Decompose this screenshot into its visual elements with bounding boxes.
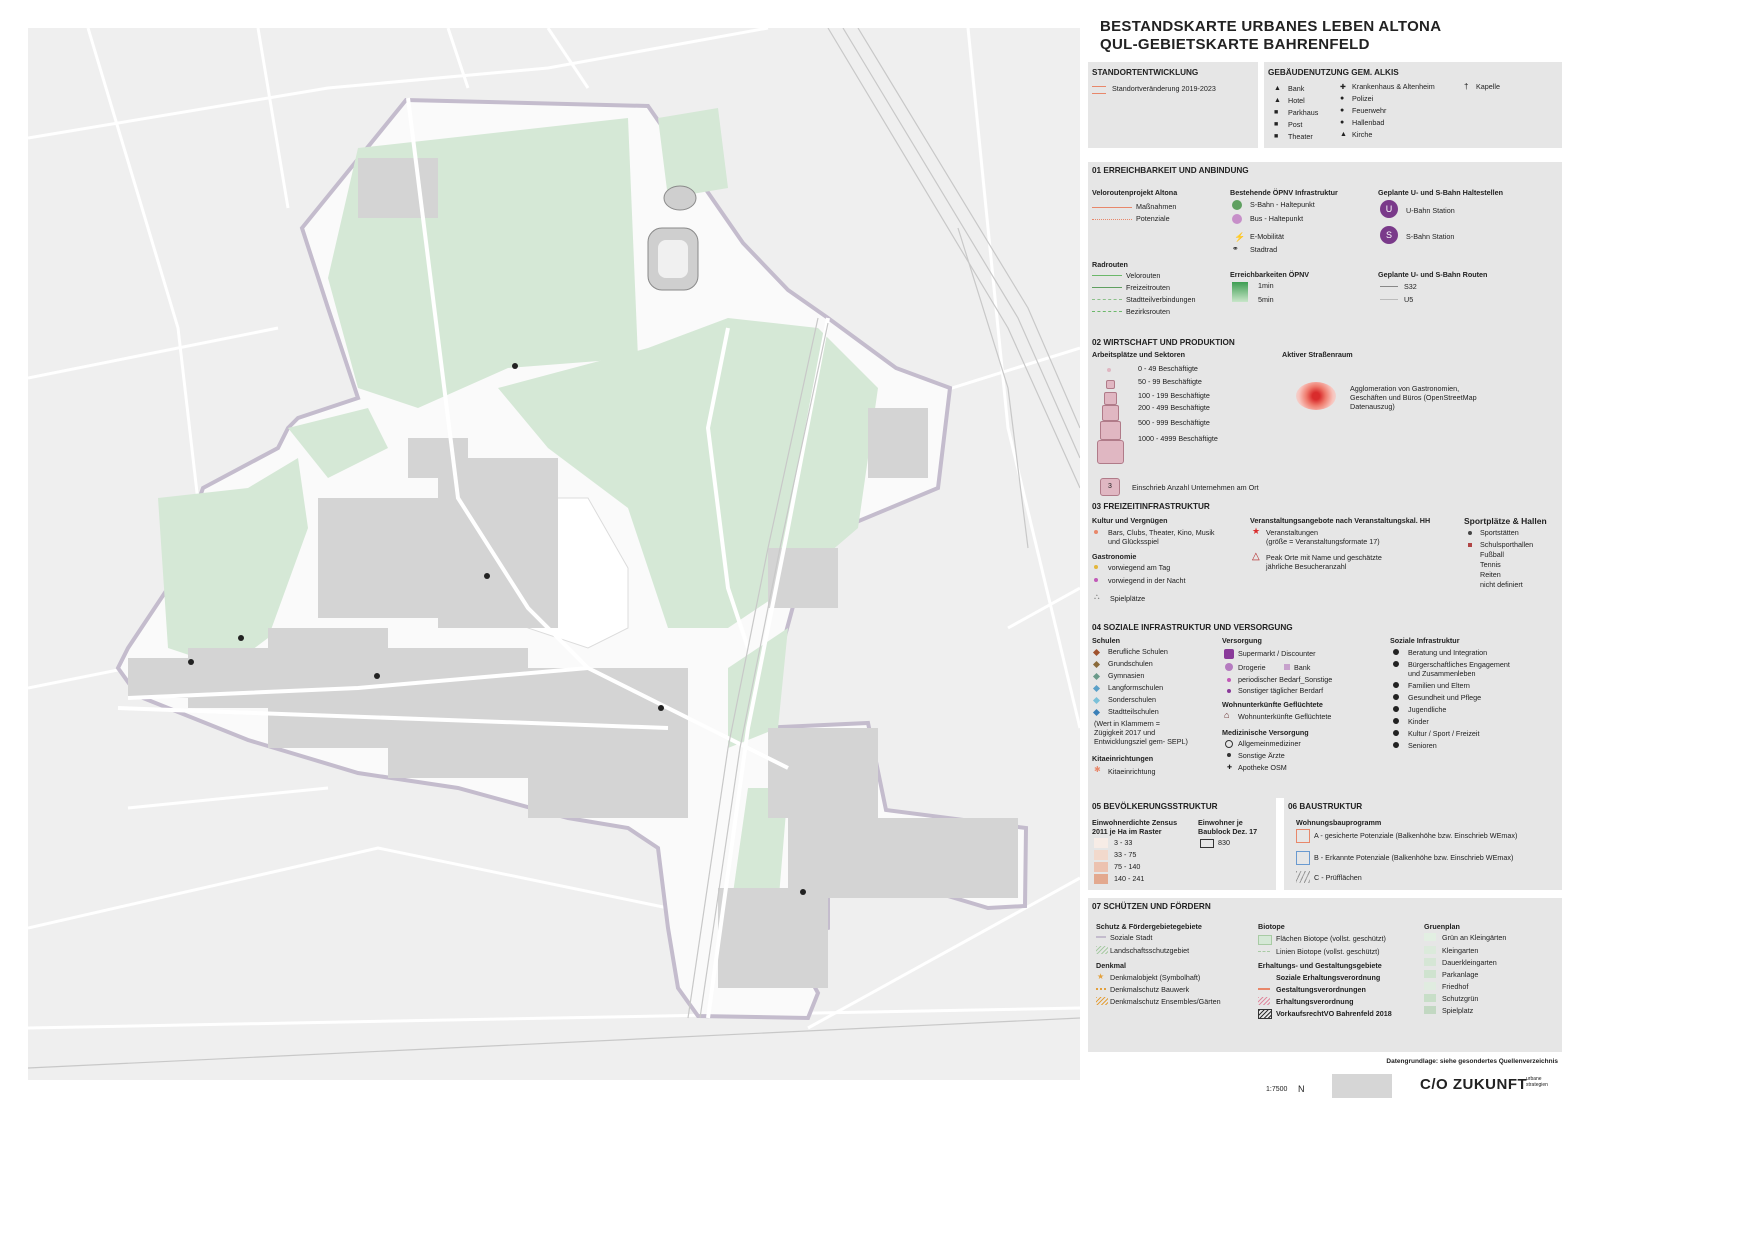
legend-hallenbad: Hallenbad xyxy=(1352,118,1385,127)
poi-marker[interactable] xyxy=(512,363,518,369)
police-icon: ● xyxy=(1340,95,1345,102)
legend-bank: Bank xyxy=(1288,84,1305,93)
erreich-5min: 5min xyxy=(1258,295,1274,304)
sport-title: Sportplätze & Hallen xyxy=(1464,516,1547,526)
arbeit-item-4: 500 - 999 Beschäftigte xyxy=(1138,418,1210,427)
gruen-swatch-1 xyxy=(1424,946,1436,954)
s04-heading: 04 SOZIALE INFRASTRUKTUR UND VERSORGUNG xyxy=(1092,623,1293,632)
aktiv-heat-symbol xyxy=(1296,382,1336,410)
legend-hotel: Hotel xyxy=(1288,96,1305,105)
oepnv-title: Bestehende ÖPNV Infrastruktur xyxy=(1230,188,1338,197)
erhalt-item-1: Gestaltungsverordnungen xyxy=(1276,985,1366,994)
dichte-title-2: 2011 je Ha im Raster xyxy=(1092,827,1162,836)
sport-dot-1 xyxy=(1468,531,1472,535)
wohn-gefl-label: Wohnunterkünfte Geflüchtete xyxy=(1238,712,1332,721)
einschrieb-symbol: 3 xyxy=(1100,478,1120,496)
spiel-label: Spielplätze xyxy=(1110,594,1146,603)
sozial-item-4: Gesundheit und Pflege xyxy=(1408,693,1482,702)
s32-line xyxy=(1380,286,1398,287)
denkmal-item-1: Denkmalschutz Bauwerk xyxy=(1110,985,1190,994)
map-canvas[interactable] xyxy=(28,28,1080,1080)
schulen-item-4: Sonderschulen xyxy=(1108,695,1156,704)
ubahn-station-icon: U xyxy=(1380,200,1398,218)
north-arrow: N xyxy=(1298,1084,1305,1094)
freizeitrouten-label: Freizeitrouten xyxy=(1126,283,1170,292)
s03-heading: 03 FREIZEITINFRASTRUKTUR xyxy=(1092,502,1210,511)
vers-item-4: Sonstiger täglicher Berdarf xyxy=(1238,686,1324,695)
standort-heading: STANDORTENTWICKLUNG xyxy=(1092,68,1199,77)
legend-post: Post xyxy=(1288,120,1303,129)
schulen-note-3: Entwicklungsziel gem- SEPL) xyxy=(1094,737,1188,746)
vers-title: Versorgung xyxy=(1222,636,1262,645)
school-berufl-icon xyxy=(1093,649,1100,656)
sozial-item-1: Bürgerschaftliches Engagement xyxy=(1408,660,1510,669)
gruen-item-6: Spielplatz xyxy=(1442,1006,1474,1015)
dichte-swatch-3 xyxy=(1094,874,1108,884)
panel-01-erreichbarkeit xyxy=(1088,162,1562,332)
schulen-title: Schulen xyxy=(1092,636,1120,645)
dichte-item-2: 75 - 140 xyxy=(1114,862,1141,871)
gastro-day-label: vorwiegend am Tag xyxy=(1108,563,1171,572)
s32-label: S32 xyxy=(1404,282,1417,291)
vers-item-3: periodischer Bedarf_Sonstige xyxy=(1238,675,1333,684)
sozial-icon-0 xyxy=(1393,649,1399,655)
arbeit-item-3: 200 - 499 Beschäftigte xyxy=(1138,403,1210,412)
kultur-item-2: und Glücksspiel xyxy=(1108,537,1159,546)
fire-icon: ● xyxy=(1340,107,1345,114)
sport-item-2: Fußball xyxy=(1480,550,1504,559)
panel-standort xyxy=(1088,62,1258,148)
sozial-icon-2 xyxy=(1393,682,1399,688)
gruen-item-3: Parkanlage xyxy=(1442,970,1479,979)
gruen-item-4: Friedhof xyxy=(1442,982,1469,991)
med-item-1: Sonstige Ärzte xyxy=(1238,751,1285,760)
legend-krankenhaus: Krankenhaus & Altenheim xyxy=(1352,82,1435,91)
gruen-swatch-6 xyxy=(1424,1006,1436,1014)
wohnbau-c-label: C - Prüfflächen xyxy=(1314,873,1362,882)
einw-value: 830 xyxy=(1218,838,1230,847)
sbahn-stop-label: S-Bahn - Haltepunkt xyxy=(1250,200,1315,209)
gruen-item-1: Kleingarten xyxy=(1442,946,1479,955)
sport-item-1: Schulsporthallen xyxy=(1480,540,1534,549)
sport-item-4: Reiten xyxy=(1480,570,1501,579)
u5-line xyxy=(1380,299,1398,300)
velorouten-label: Velorouten xyxy=(1126,271,1161,280)
park-stadium-green[interactable] xyxy=(658,108,728,198)
erhalt-item-2: Erhaltungsverordnung xyxy=(1276,997,1354,1006)
sbahn-station-icon: S xyxy=(1380,226,1398,244)
sbahn-station-label: S-Bahn Station xyxy=(1406,232,1455,241)
pool-icon: ● xyxy=(1340,119,1345,126)
legend-kirche: Kirche xyxy=(1352,130,1373,139)
routen-title: Geplante U- und S-Bahn Routen xyxy=(1378,270,1488,279)
schulen-item-5: Stadtteilschulen xyxy=(1108,707,1159,716)
playground-icon: ⛬ xyxy=(1094,592,1100,601)
gastro-night-label: vorwiegend in der Nacht xyxy=(1108,576,1186,585)
schutz-title: Schutz & Fördergebietegebiete xyxy=(1096,922,1202,931)
drogerie-icon xyxy=(1225,663,1233,671)
gebaeude-heading: GEBÄUDENUTZUNG GEM. ALKIS xyxy=(1268,68,1399,77)
partner-logo xyxy=(1332,1074,1392,1098)
poi-marker[interactable] xyxy=(188,659,194,665)
erreich-1min: 1min xyxy=(1258,281,1274,290)
poi-marker[interactable] xyxy=(484,573,490,579)
sbahn-stop-icon xyxy=(1232,200,1242,210)
hex-size-1 xyxy=(1107,368,1111,372)
biotope-flaeche-swatch xyxy=(1258,935,1272,945)
bank-icon: ▲ xyxy=(1274,85,1281,92)
gastro-night-dot xyxy=(1094,578,1098,582)
sozial-item-3: Familien und Eltern xyxy=(1408,681,1470,690)
geplant-title: Geplante U- und S-Bahn Haltestellen xyxy=(1378,188,1503,197)
hex-size-4 xyxy=(1102,405,1119,421)
sport-item-3: Tennis xyxy=(1480,560,1501,569)
gastro-title: Gastronomie xyxy=(1092,552,1137,561)
sozial-item-8: Senioren xyxy=(1408,741,1437,750)
dichte-item-0: 3 - 33 xyxy=(1114,838,1133,847)
velo-title: Veloroutenprojekt Altona xyxy=(1092,188,1178,197)
wohnbau-title: Wohnungsbauprogramm xyxy=(1296,818,1382,827)
standort-symbol xyxy=(1092,86,1106,94)
kultur-item-1: Bars, Clubs, Theater, Kino, Musik xyxy=(1108,528,1215,537)
stadtrad-label: Stadtrad xyxy=(1250,245,1278,254)
aktiv-title: Aktiver Straßenraum xyxy=(1282,350,1353,359)
gruen-item-2: Dauerkleingarten xyxy=(1442,958,1497,967)
dichte-item-3: 140 - 241 xyxy=(1114,874,1145,883)
legend xyxy=(1088,14,1562,1234)
bus-stop-icon xyxy=(1232,214,1242,224)
sozial-icon-6 xyxy=(1393,730,1399,736)
sozial-item-0: Beratung und Integration xyxy=(1408,648,1488,657)
kita-icon: ✱ xyxy=(1094,765,1101,774)
panel-02-wirtschaft xyxy=(1088,332,1562,498)
biotope-item-0: Flächen Biotope (vollst. geschützt) xyxy=(1276,934,1386,943)
arbeit-item-2: 100 - 199 Beschäftigte xyxy=(1138,391,1210,400)
wohnbau-a-swatch xyxy=(1296,829,1310,843)
sozial-icon-4 xyxy=(1393,706,1399,712)
s02-heading: 02 WIRTSCHAFT UND PRODUKTION xyxy=(1092,338,1235,347)
schutz-item-0: Soziale Stadt xyxy=(1110,933,1153,942)
peak-triangle-icon: △ xyxy=(1252,551,1260,562)
map-title: BESTANDSKARTE URBANES LEBEN ALTONA xyxy=(1100,18,1442,35)
poi-marker[interactable] xyxy=(658,705,664,711)
peak-item-1: Peak Orte mit Name und geschätzte xyxy=(1266,553,1382,562)
velo-massnahmen-line xyxy=(1092,207,1132,208)
schulen-note-2: Zügigkeit 2017 und xyxy=(1094,728,1156,737)
denkmal-title: Denkmal xyxy=(1096,961,1126,970)
dichte-title-1: Einwohnerdichte Zensus xyxy=(1092,818,1178,827)
biotope-linie-line xyxy=(1258,951,1270,952)
velo-potenziale: Potenziale xyxy=(1136,214,1170,223)
veranst-item-1: Veranstaltungen xyxy=(1266,528,1318,537)
bike-icon: ⚭ xyxy=(1232,244,1239,253)
erhalt-title: Erhaltungs- und Gestaltungsgebiete xyxy=(1258,961,1382,970)
poi-marker[interactable] xyxy=(800,889,806,895)
gruen-item-5: Schutzgrün xyxy=(1442,994,1479,1003)
erreich-title: Erreichbarkeiten ÖPNV xyxy=(1230,270,1310,279)
denkmal-star-icon: ★ xyxy=(1097,972,1105,981)
gruen-item-0: Grün an Kleingärten xyxy=(1442,933,1507,942)
co-zukunft-sub: urbane strategien xyxy=(1526,1076,1548,1088)
map-subtitle: QUL-GEBIETSKARTE BAHRENFELD xyxy=(1100,36,1370,53)
legend-theater: Theater xyxy=(1288,132,1313,141)
parking-icon: ■ xyxy=(1274,109,1279,116)
schulen-item-2: Gymnasien xyxy=(1108,671,1145,680)
velo-potenziale-line xyxy=(1092,219,1132,220)
schulen-note-1: (Wert in Klammern = xyxy=(1094,719,1160,728)
kita-title: Kitaeinrichtungen xyxy=(1092,754,1154,763)
sozial-icon-5 xyxy=(1393,718,1399,724)
sozial-item-2: und Zusammenleben xyxy=(1408,669,1476,678)
arbeit-title: Arbeitsplätze und Sektoren xyxy=(1092,350,1186,359)
chapel-icon: † xyxy=(1464,82,1469,91)
aktiv-text-3: Datenauszug) xyxy=(1350,402,1395,411)
vers-item-1: Drogerie xyxy=(1238,663,1266,672)
wohnbau-c-swatch xyxy=(1296,871,1310,883)
gruen-swatch-2 xyxy=(1424,958,1436,966)
soziale-stadt-line xyxy=(1096,936,1106,938)
map-svg xyxy=(28,28,1080,1080)
schulen-item-0: Berufliche Schulen xyxy=(1108,647,1168,656)
wohnbau-b-swatch xyxy=(1296,851,1310,865)
freizeitrouten-line xyxy=(1092,287,1122,288)
erhaltung-swatch xyxy=(1258,997,1270,1005)
supermarkt-icon xyxy=(1224,649,1234,659)
vorkaufsrecht-swatch xyxy=(1258,1009,1272,1019)
theater-icon: ■ xyxy=(1274,133,1279,140)
biotope-title: Biotope xyxy=(1258,922,1285,931)
arbeit-item-0: 0 - 49 Beschäftigte xyxy=(1138,364,1198,373)
bezirksrouten-line xyxy=(1092,311,1122,312)
med-title: Medizinische Versorgung xyxy=(1222,728,1309,737)
doctor-icon xyxy=(1225,740,1233,748)
church-icon: ▲ xyxy=(1340,131,1347,138)
aktiv-text-1: Agglomeration von Gastronomien, xyxy=(1350,384,1460,393)
gestaltung-line xyxy=(1258,988,1270,990)
poi-marker[interactable] xyxy=(374,673,380,679)
poi-marker[interactable] xyxy=(238,635,244,641)
school-grund-icon xyxy=(1093,661,1100,668)
stadtteil-line xyxy=(1092,299,1122,300)
panel-07-schuetzen xyxy=(1088,898,1562,1052)
einw-box-icon xyxy=(1200,839,1214,848)
scale-label: 1:7500 xyxy=(1266,1086,1288,1093)
panel-06-baustruktur xyxy=(1284,798,1562,890)
legend-polizei: Polizei xyxy=(1352,94,1374,103)
biotope-item-1: Linien Biotope (vollst. geschützt) xyxy=(1276,947,1380,956)
peak-item-2: jährliche Besucheranzahl xyxy=(1266,562,1347,571)
vers-item-2: Bank xyxy=(1294,663,1311,672)
erhalt-item-0: Soziale Erhaltungsverordnung xyxy=(1276,973,1381,982)
post-icon: ■ xyxy=(1274,121,1279,128)
gruen-swatch-5 xyxy=(1424,994,1436,1002)
panel-03-freizeit xyxy=(1088,498,1562,622)
gastro-day-dot xyxy=(1094,565,1098,569)
quellen-note: Datengrundlage: siehe gesondertes Quellenverzeichnis xyxy=(1386,1058,1558,1065)
refugee-house-icon: ⌂ xyxy=(1224,710,1230,720)
sozial-item-6: Kinder xyxy=(1408,717,1429,726)
denkmal-ensemble-swatch xyxy=(1096,997,1108,1005)
bezirksrouten-label: Bezirksrouten xyxy=(1126,307,1170,316)
denkmal-item-2: Denkmalschutz Ensembles/Gärten xyxy=(1110,997,1221,1006)
sozial-icon-7 xyxy=(1393,742,1399,748)
panel-05-bevoelkerung xyxy=(1088,798,1276,890)
school-sonder-icon xyxy=(1093,697,1100,704)
wohn-gefl-title: Wohnunterkünfte Geflüchtete xyxy=(1222,700,1323,709)
kita-label: Kitaeinrichtung xyxy=(1108,767,1156,776)
taeglich-dot xyxy=(1227,689,1231,693)
schulen-item-3: Langformschulen xyxy=(1108,683,1164,692)
standort-label: Standortveränderung 2019-2023 xyxy=(1112,84,1216,93)
denkmal-bauwerk-line xyxy=(1096,988,1106,990)
dichte-swatch-0 xyxy=(1094,838,1108,848)
gruen-swatch-0 xyxy=(1424,933,1436,941)
periodisch-dot xyxy=(1227,678,1231,682)
ubahn-station-label: U-Bahn Station xyxy=(1406,206,1455,215)
event-star-icon: ★ xyxy=(1252,526,1261,536)
sozial-item-7: Kultur / Sport / Freizeit xyxy=(1408,729,1480,738)
einw-title-1: Einwohner je xyxy=(1198,818,1243,827)
denkmal-item-0: Denkmalobjekt (Symbolhaft) xyxy=(1110,973,1201,982)
velorouten-line xyxy=(1092,275,1122,276)
sozial-icon-1 xyxy=(1393,661,1399,667)
e-mobility-icon: ⚡ xyxy=(1234,232,1246,242)
sport-item-0: Sportstätten xyxy=(1480,528,1519,537)
lsg-swatch xyxy=(1096,946,1108,954)
bus-stop-label: Bus - Haltepunkt xyxy=(1250,214,1304,223)
med-item-2: Apotheke OSM xyxy=(1238,763,1287,772)
legend-parkhaus: Parkhaus xyxy=(1288,108,1319,117)
panel-04-soziale-infrastruktur xyxy=(1088,620,1562,798)
s05-heading: 05 BEVÖLKERUNGSSTRUKTUR xyxy=(1092,802,1218,811)
gruen-swatch-4 xyxy=(1424,982,1436,990)
s07-heading: 07 SCHÜTZEN UND FÖRDERN xyxy=(1092,902,1211,911)
wohnbau-b-label: B - Erkannte Potenziale (Balkenhöhe bzw. Einschrieb WEmax) xyxy=(1314,853,1514,862)
schutz-item-1: Landschaftsschutzgebiet xyxy=(1110,946,1190,955)
veranst-title: Veranstaltungsangebote nach Veranstaltungskal. HH xyxy=(1250,516,1431,525)
med-item-0: Allgemeinmediziner xyxy=(1238,739,1301,748)
erreich-gradient xyxy=(1232,282,1248,302)
sozial-icon-3 xyxy=(1393,694,1399,700)
arbeit-item-5: 1000 - 4999 Beschäftigte xyxy=(1138,434,1218,443)
e-mobility-label: E-Mobilität xyxy=(1250,232,1284,241)
erhalt-item-3: VorkaufsrechtVO Bahrenfeld 2018 xyxy=(1276,1009,1392,1018)
gruen-title: Gruenplan xyxy=(1424,922,1460,931)
legend-kapelle: Kapelle xyxy=(1476,82,1500,91)
stadtteil-label: Stadtteilverbindungen xyxy=(1126,295,1196,304)
einschrieb-label: Einschrieb Anzahl Unternehmen am Ort xyxy=(1132,483,1259,492)
hospital-icon: ✚ xyxy=(1340,84,1346,91)
panel-gebaeude xyxy=(1264,62,1562,148)
co-zukunft-logo: C/O ZUKUNFT xyxy=(1420,1076,1528,1093)
school-stadtteil-icon xyxy=(1093,709,1100,716)
kultur-title: Kultur und Vergnügen xyxy=(1092,516,1168,525)
arbeit-item-1: 50 - 99 Beschäftigte xyxy=(1138,377,1202,386)
school-lang-icon xyxy=(1093,685,1100,692)
s06-heading: 06 BAUSTRUKTUR xyxy=(1288,802,1363,811)
dichte-swatch-1 xyxy=(1094,850,1108,860)
sport-dot-2 xyxy=(1468,543,1472,547)
dichte-swatch-2 xyxy=(1094,862,1108,872)
kultur-dot xyxy=(1094,530,1098,534)
gruen-swatch-3 xyxy=(1424,970,1436,978)
s01-heading: 01 ERREICHBARKEIT UND ANBINDUNG xyxy=(1092,166,1249,175)
legend-feuerwehr: Feuerwehr xyxy=(1352,106,1387,115)
velo-massnahmen: Maßnahmen xyxy=(1136,202,1177,211)
sport-item-5: nicht definiert xyxy=(1480,580,1523,589)
hex-size-5 xyxy=(1100,421,1121,440)
hex-size-6 xyxy=(1097,440,1124,464)
school-gym-icon xyxy=(1093,673,1100,680)
bank-square-icon xyxy=(1284,664,1290,670)
u5-label: U5 xyxy=(1404,295,1414,304)
sozial-title: Soziale Infrastruktur xyxy=(1390,636,1460,645)
veranst-item-2: (größe = Veranstaltungsformate 17) xyxy=(1266,537,1380,546)
pharmacy-icon: ✚ xyxy=(1227,765,1233,771)
rad-title: Radrouten xyxy=(1092,260,1128,269)
hotel-icon: ▲ xyxy=(1274,97,1281,104)
other-doctor-icon xyxy=(1227,753,1231,757)
dichte-item-1: 33 - 75 xyxy=(1114,850,1137,859)
sozial-item-5: Jugendliche xyxy=(1408,705,1447,714)
aktiv-text-2: Geschäften und Büros (OpenStreetMap xyxy=(1350,393,1477,402)
vers-item-0: Supermarkt / Discounter xyxy=(1238,649,1316,658)
schulen-item-1: Grundschulen xyxy=(1108,659,1153,668)
einw-title-2: Baublock Dez. 17 xyxy=(1198,827,1258,836)
hex-size-2 xyxy=(1106,380,1115,389)
hex-size-3 xyxy=(1104,392,1117,405)
wohnbau-a-label: A - gesicherte Potenziale (Balkenhöhe bzw. Einschrieb WEmax) xyxy=(1314,831,1518,840)
